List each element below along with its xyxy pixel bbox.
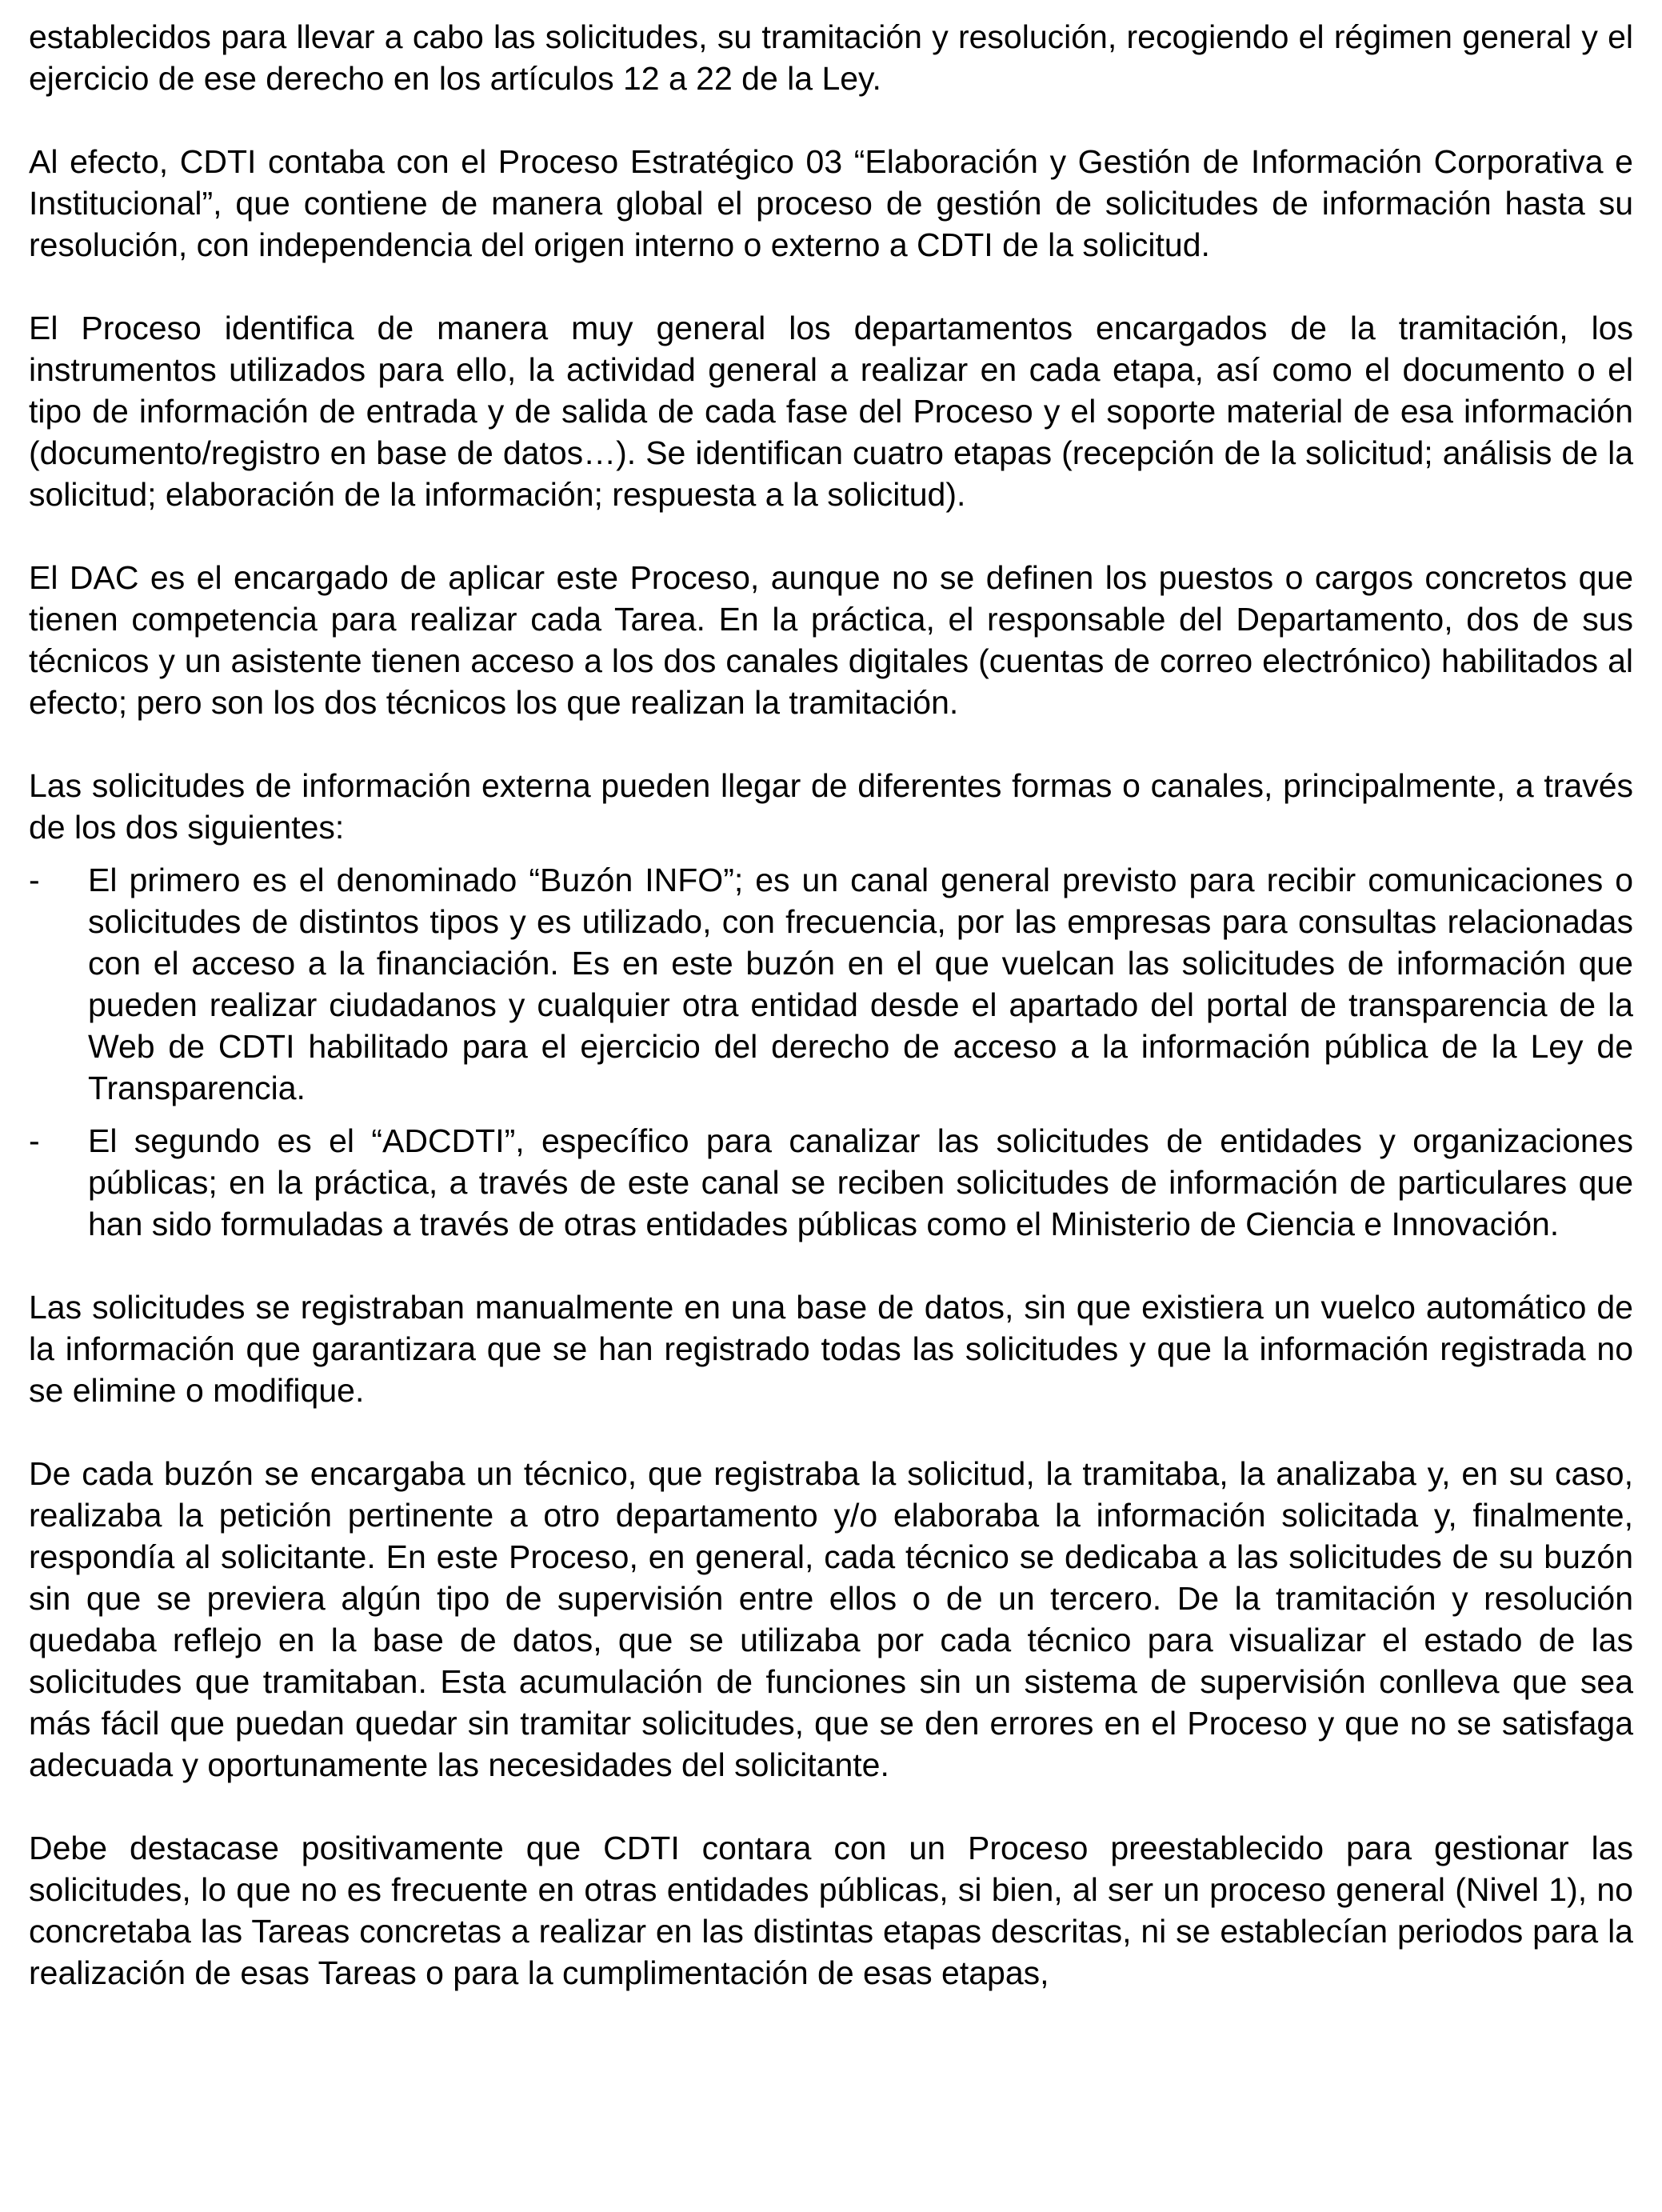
bullet-marker: - [29,1122,40,1159]
paragraph-continuation: establecidos para llevar a cabo las solicitudes, su tramitación y resolución, recogiendo el régimen general y el ejercicio de ese derecho en los artículos 12 a 22 de la Ley. [29,18,1633,97]
canales-bullet-list [29,859,1633,1245]
paragraph-dac-encargado: El DAC es el encargado de aplicar este Proceso, aunque no se definen los puestos o cargos concretos que tienen competencia para realizar cada Tarea. En la práctica, el responsable del Departamento, dos de sus técnicos y un asistente tienen acceso a los dos canales digitales (cuentas de correo electrónico) habilitados al efecto; pero son los dos técnicos los que realizan la tramitación. [29,559,1633,721]
document-page [29,16,1633,1994]
list-item-buzon-info [29,859,1633,1109]
paragraph-proceso-identifica: El Proceso identifica de manera muy general los departamentos encargados de la tramitación, los instrumentos utilizados para ello, la actividad general a realizar en cada etapa, así como el documento o el tipo de información de entrada y de salida de cada fase del Proceso y el soporte material de esa información (documento/registro en base de datos…). Se identifican cuatro etapas (recepción de la solicitud; análisis de la solicitud; elaboración de la información; respuesta a la solicitud). [29,310,1633,513]
paragraph-destacar-positivamente: Debe destacase positivamente que CDTI contara con un Proceso preestablecido para gestionar las solicitudes, lo que no es frecuente en otras entidades públicas, si bien, al ser un proceso general (Nivel 1), no concretaba las Tareas concretas a realizar en las distintas etapas descritas, ni se establecían periodos para la realización de esas Tareas o para la cumplimentación de esas etapas, [29,1830,1633,1991]
bullet-marker: - [29,862,40,898]
paragraph-cada-buzon: De cada buzón se encargaba un técnico, que registraba la solicitud, la tramitaba, la analizaba y, en su caso, realizaba la petición pertinente a otro departamento y/o elaboraba la información solicitada y, finalmente, respondía al solicitante. En este Proceso, en general, cada técnico se dedicaba a las solicitudes de su buzón sin que se previera algún tipo de supervisión entre ellos o de un tercero. De la tramitación y resolución quedaba reflejo en la base de datos, que se utilizaba por cada técnico para visualizar el estado de las solicitudes que tramitaban. Esta acumulación de funciones sin un sistema de supervisión conlleva que sea más fácil que puedan quedar sin tramitar solicitudes, que se den errores en el Proceso y que no se satisfaga adecuada y oportunamente las necesidades del solicitante. [29,1455,1633,1783]
paragraph-proceso-estrategico: Al efecto, CDTI contaba con el Proceso Estratégico 03 “Elaboración y Gestión de Información Corporativa e Institucional”, que contiene de manera global el proceso de gestión de solicitudes de información hasta su resolución, con independencia del origen interno o externo a CDTI de la solicitud. [29,143,1633,263]
list-item-text: El segundo es el “ADCDTI”, específico para canalizar las solicitudes de entidades y organizaciones públicas; en la práctica, a través de este canal se reciben solicitudes de información de particulares que han sido formuladas a través de otras entidades públicas como el Ministerio de Ciencia e Innovación. [88,1122,1633,1242]
paragraph-canales-intro: Las solicitudes de información externa pueden llegar de diferentes formas o canales, principalmente, a través de los dos siguientes: [29,767,1633,846]
list-item-adcdti [29,1120,1633,1245]
list-item-text: El primero es el denominado “Buzón INFO”; es un canal general previsto para recibir comunicaciones o solicitudes de distintos tipos y es utilizado, con frecuencia, por las empresas para consultas relacionadas con el acceso a la financiación. Es en este buzón en el que vuelcan las solicitudes de información que pueden realizar ciudadanos y cualquier otra entidad desde el apartado del portal de transparencia de la Web de CDTI habilitado para el ejercicio del derecho de acceso a la información pública de la Ley de Transparencia. [88,862,1633,1106]
paragraph-registro-manual: Las solicitudes se registraban manualmente en una base de datos, sin que existiera un vuelco automático de la información que garantizara que se han registrado todas las solicitudes y que la información registrada no se elimine o modifique. [29,1289,1633,1409]
